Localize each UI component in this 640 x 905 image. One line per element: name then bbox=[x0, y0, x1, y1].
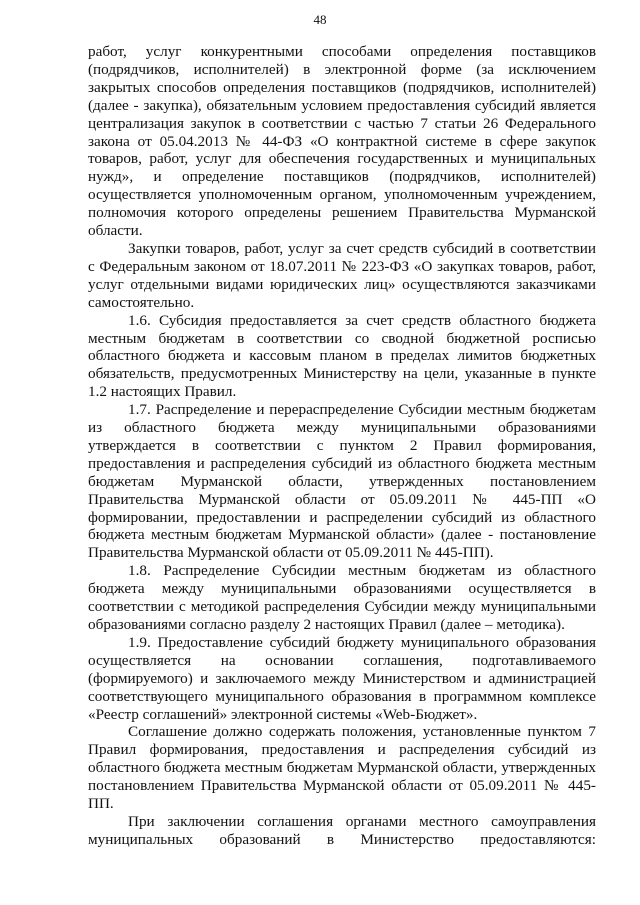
paragraph-1-6: 1.6. Субсидия предоставляется за счет средств областного бюджета местным бюджетам в соответствии со сводной бюджетной росписью областного бюджета и кассовым планом в пределах лимитов бюджетных обязательств, предусмотренных Министерству на цели, указанные в пункте 1.2 настоящих Правил. bbox=[88, 311, 596, 401]
paragraph-continuation: работ, услуг конкурентными способами определения поставщиков (подрядчиков, исполнителей) в электронной форме (за исключением закрытых способов определения поставщиков (подрядчиков, исполнителей) (далее - закупка), обязательным условием предоставления субсидий является централизация закупок в соответствии с частью 7 статьи 26 Федерального закона от 05.04.2013 № 44-ФЗ «О контрактной системе в сфере закупок товаров, работ, услуг для обеспечения государственных и муниципальных нужд», и определение поставщиков (подрядчиков, исполнителей) осуществляется уполномоченным органом, уполномоченным учреждением, полномочия которого определены решением Правительства Мурманской области. bbox=[88, 43, 596, 240]
paragraph-procurement-223fz: Закупки товаров, работ, услуг за счет средств субсидий в соответствии с Федеральным законом от 18.07.2011 № 223-ФЗ «О закупках товаров, работ, услуг отдельными видами юридических лиц» осуществляются заказчиками самостоятельно. bbox=[88, 239, 596, 311]
page-number: 48 bbox=[313, 12, 327, 27]
paragraph-agreement-content: Соглашение должно содержать положения, установленные пунктом 7 Правил формирования, предоставления и распределения субсидий из областного бюджета местным бюджетам Мурманской области, утвержденных постановлением Правительства Мурманской области от 05.09.2011 № 445-ПП. bbox=[88, 723, 596, 813]
paragraph-1-9: 1.9. Предоставление субсидий бюджету муниципального образования осуществляется на основании соглашения, подготавливаемого (формируемого) и заключаемого между Министерством и администрацией соответствующего муниципального образования в программном комплексе «Реестр соглашений» электронной системы «Web-Бюджет». bbox=[88, 633, 596, 723]
paragraph-1-7: 1.7. Распределение и перераспределение Субсидии местным бюджетам из областного бюджета между муниципальными образованиями утверждается в соответствии с пунктом 2 Правил формирования, предоставления и распределения субсидий из областного бюджета местным бюджетам Мурманской области, утвержденных постановлением Правительства Мурманской области от 05.09.2011 № 445-ПП «О формировании, предоставлении и распределении субсидий из областного бюджета местным бюджетам Мурманской области» (далее - постановление Правительства Мурманской области от 05.09.2011 № 445-ПП). bbox=[88, 401, 596, 562]
paragraph-agreement-documents: При заключении соглашения органами местного самоуправления муниципальных образований в Министерство предоставляются: bbox=[88, 812, 596, 848]
document-body bbox=[88, 43, 596, 849]
paragraph-1-8: 1.8. Распределение Субсидии местным бюджетам из областного бюджета между муниципальными образованиями осуществляется в соответствии с методикой распределения Субсидии между муниципальными образованиями согласно разделу 2 настоящих Правил (далее – методика). bbox=[88, 562, 596, 633]
